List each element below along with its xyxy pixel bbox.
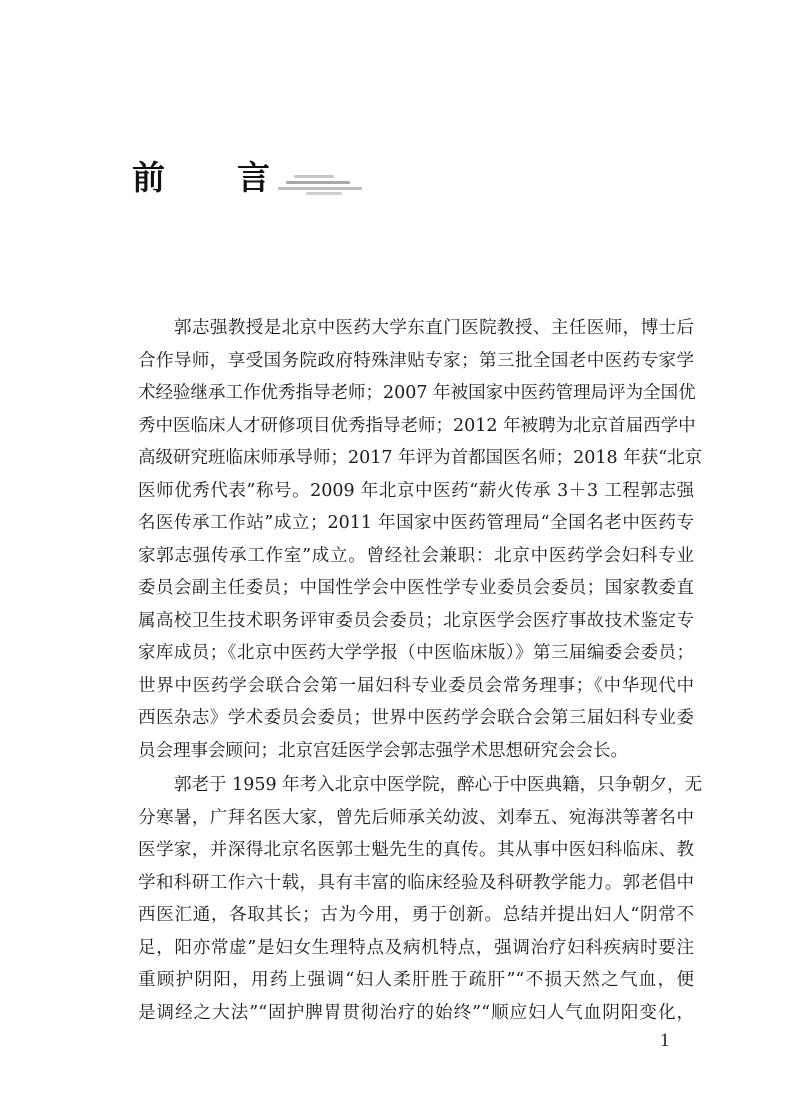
paragraph-2-line: 分寒暑，广拜名医大家，曾先后师承关幼波、刘奉五、宛海洪等著名中 xyxy=(138,807,694,828)
paragraph-1-line: 术经验继承工作优秀指导老师；2007 年被国家中医药管理局评为全国优 xyxy=(138,383,696,403)
paragraph-1-line: 家郭志强传承工作室”成立。曾经社会兼职：北京中医药学会妇科专业 xyxy=(138,545,694,566)
paragraph-1-line: 名医传承工作站”成立；2011 年国家中医药管理局“全国名老中医药专 xyxy=(138,513,694,533)
paragraph-2-line: 医学家，并深得北京名医郭士魁先生的真传。其从事中医妇科临床、教 xyxy=(138,840,694,860)
paragraph-1-line: 医师优秀代表”称号。2009 年北京中医药“薪火传承 3＋3 工程郭志强 xyxy=(138,480,694,501)
paragraph-1-line: 员会理事会顾问；北京宫廷医学会郭志强学术思想研究会会长。 xyxy=(138,740,628,761)
paragraph-2-line: 是调经之大法”“固护脾胃贯彻治疗的始终”“顺应妇人气血阴阳变化， xyxy=(138,1002,694,1023)
paragraph-1-line: 家库成员；《北京中医药大学学报（中医临床版）》第三届编委会委员； xyxy=(138,643,694,663)
paragraph-1-line: 秀中医临床人才研修项目优秀指导老师；2012 年被聘为北京首届西学中 xyxy=(138,415,696,436)
paragraph-1-line: 属高校卫生技术职务评审委员会委员；北京医学会医疗事故技术鉴定专 xyxy=(138,610,694,631)
page-number: 1 xyxy=(660,1030,670,1051)
paragraph-2-line: 重顾护阴阳，用药上强调“妇人柔肝胜于疏肝”“不损天然之气血，便 xyxy=(138,970,694,990)
title-block xyxy=(132,158,362,198)
paragraph-1-line: 世界中医药学会联合会第一届妇科专业委员会常务理事；《中华现代中 xyxy=(138,675,694,696)
paragraph-1-line: 合作导师，享受国务院政府特殊津贴专家；第三批全国老中医药专家学 xyxy=(138,350,694,371)
paragraph-2-line: 郭老于 1959 年考入北京中医学院，醉心于中医典籍，只争朝夕，无 xyxy=(174,775,703,795)
paragraph-1-line: 高级研究班临床师承导师；2017 年评为首都国医名师；2018 年获“北京 xyxy=(138,448,703,468)
body-text xyxy=(138,312,703,1029)
paragraph-2-line: 足，阳亦常虚”是妇女生理特点及病机特点，强调治疗妇科疾病时要注 xyxy=(138,937,694,958)
page-title: 前 言 xyxy=(132,158,272,197)
paragraph-2-line: 西医汇通，各取其长；古为今用，勇于创新。总结并提出妇人“阴常不 xyxy=(138,905,694,925)
paragraph-1-line: 郭志强教授是北京中医药大学东直门医院教授、主任医师，博士后 xyxy=(174,318,694,338)
paragraph-2-line: 学和科研工作六十载，具有丰富的临床经验及科研教学能力。郭老倡中 xyxy=(138,872,694,893)
paragraph-1-line: 西医杂志》学术委员会委员；世界中医药学会联合会第三届妇科专业委 xyxy=(138,708,694,728)
title-decoration xyxy=(278,171,362,195)
paragraph-1-line: 委员会副主任委员；中国性学会中医性学专业委员会委员；国家教委直 xyxy=(138,578,694,598)
